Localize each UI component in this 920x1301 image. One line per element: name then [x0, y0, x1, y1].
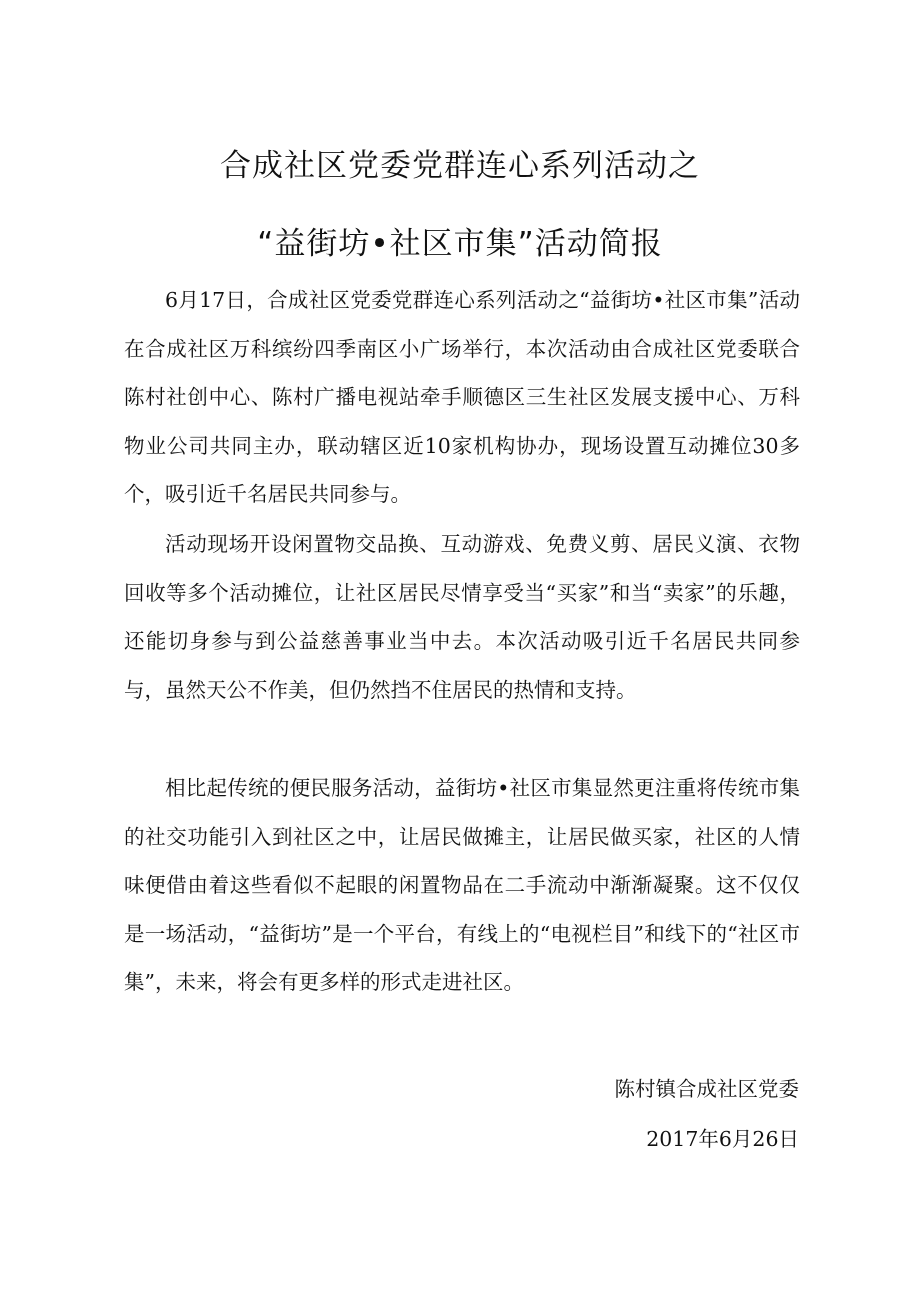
- body-paragraph-3: 相比起传统的便民服务活动，益街坊•社区市集显然更注重将传统市集的社交功能引入到社区之中，让居民做摊主，让居民做买家，社区的人情味便借由着这些看似不起眼的闲置物品在二手流动中渐渐凝聚。这不仅仅是一场活动，“益街坊”是一个平台，有线上的“电视栏目”和线下的“社区市集”，未来，将会有更多样的形式走进社区。: [124, 776, 800, 994]
- document-title-line-2: “益街坊•社区市集”活动简报: [257, 226, 663, 262]
- body-paragraph-1: 6月17日，合成社区党委党群连心系列活动之“益街坊•社区市集”活动在合成社区万科缤纷四季南区小广场举行，本次活动由合成社区党委联合陈村社创中心、陈村广播电视站牵手顺德区三生社区发展支援中心、万科物业公司共同主办，联动辖区近10家机构协办，现场设置互动摊位30多个，吸引近千名居民共同参与。: [124, 288, 800, 506]
- body-paragraph-2: 活动现场开设闲置物交品换、互动游戏、免费义剪、居民义演、衣物回收等多个活动摊位，让社区居民尽情享受当“买家”和当“卖家”的乐趣，还能切身参与到公益慈善事业当中去。本次活动吸引近千名居民共同参与，虽然天公不作美，但仍然挡不住居民的热情和支持。: [124, 532, 800, 702]
- signoff-date: 2017年6月26日: [646, 1127, 799, 1151]
- document-title-line-1: 合成社区党委党群连心系列活动之: [220, 148, 700, 184]
- signoff-organization: 陈村镇合成社区党委: [614, 1077, 799, 1101]
